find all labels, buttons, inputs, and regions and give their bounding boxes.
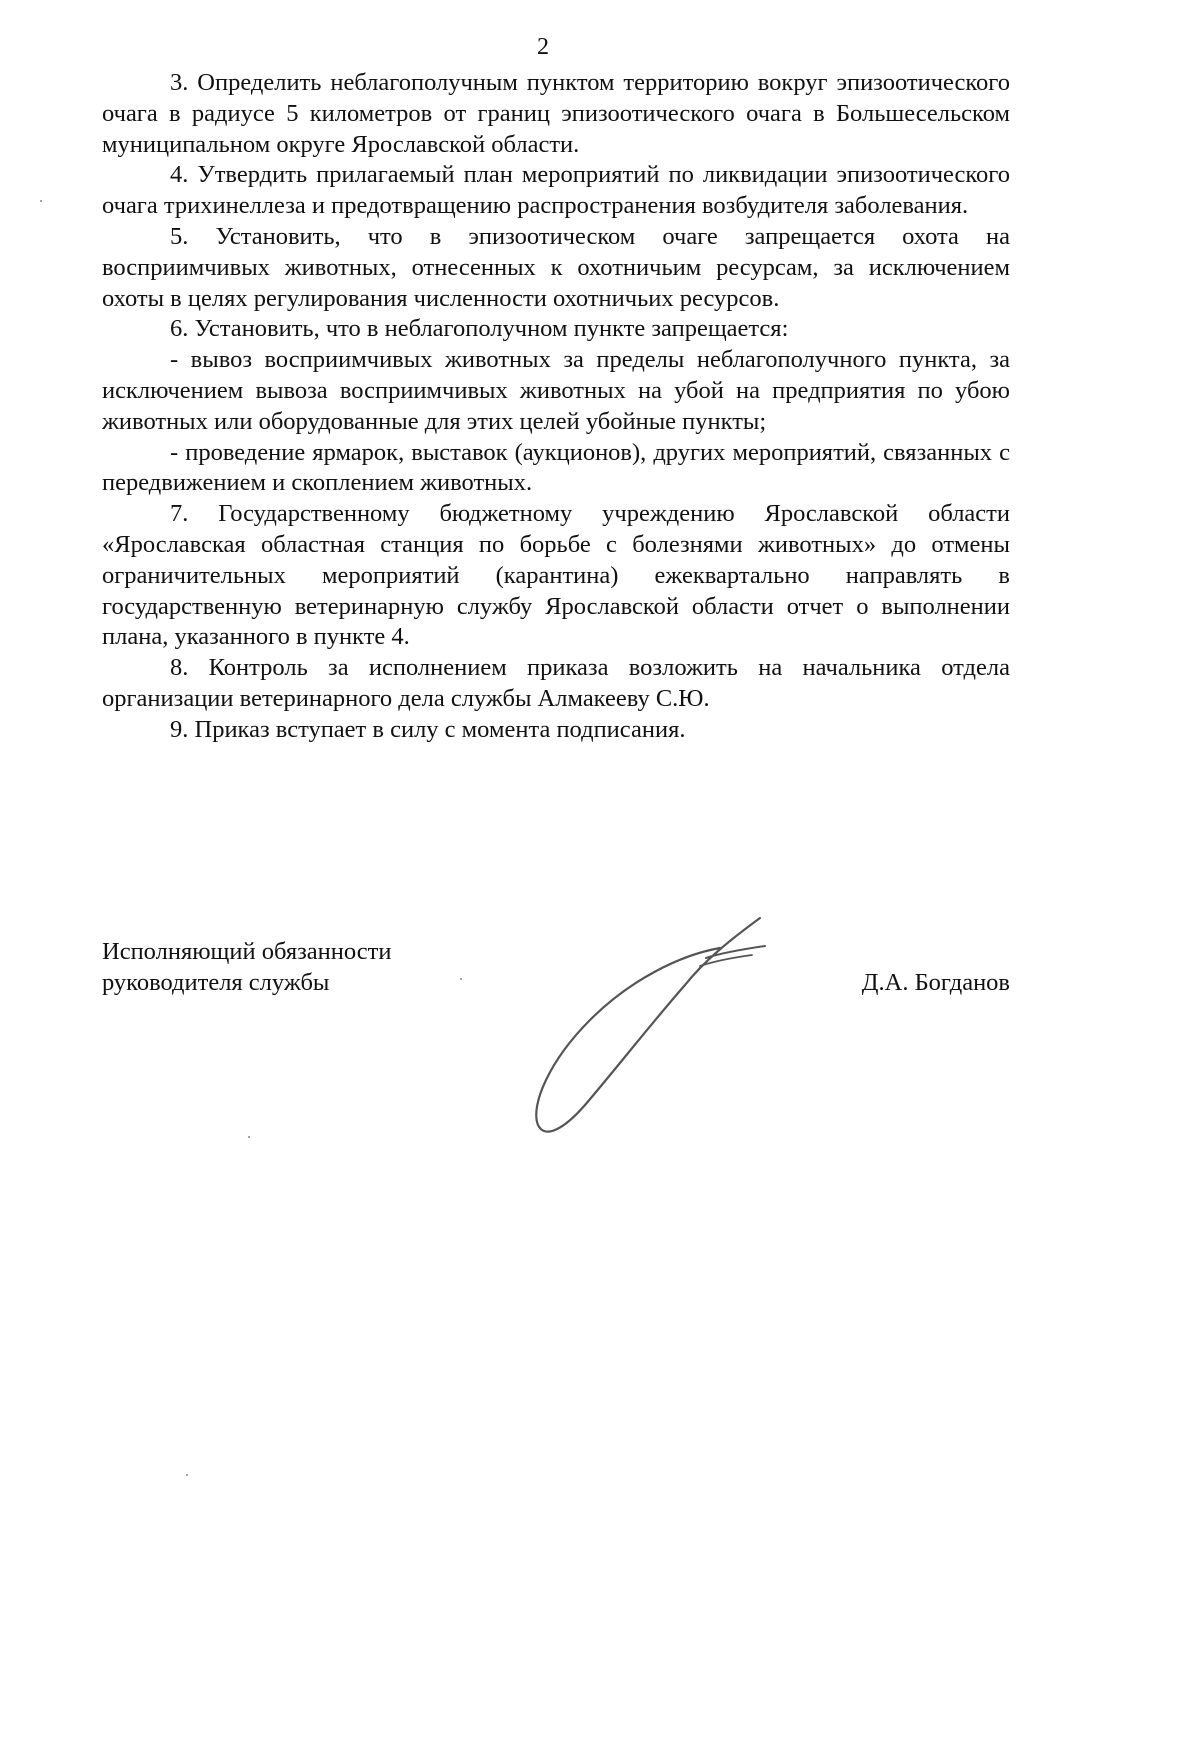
scan-speck xyxy=(40,200,42,202)
paragraph-item-4: 4. Утвердить прилагаемый план мероприятий по ликвидации эпизоотического очага трихинеллеза и предотвращению распространения возбудителя заболевания. xyxy=(102,161,1010,220)
signatory-title xyxy=(102,936,391,998)
signatory-name: Д.А. Богданов xyxy=(861,969,1010,996)
paragraph-item-6-sub-1: - вывоз восприимчивых животных за пределы неблагополучного пункта, за исключением вывоза восприимчивых животных на убой на предприятия по убою животных или оборудованные для этих целей убойные пункты; xyxy=(102,346,1010,435)
scan-speck xyxy=(248,1136,250,1138)
paragraph-item-6: 6. Установить, что в неблагополучном пункте запрещается: xyxy=(170,315,789,343)
document-body xyxy=(102,68,1010,746)
paragraph-item-8: 8. Контроль за исполнением приказа возложить на начальника отдела организации ветеринарного дела службы Алмакееву С.Ю. xyxy=(102,654,1010,712)
paragraph-item-5: 5. Установить, что в эпизоотическом очаге запрещается охота на восприимчивых животных, отнесенных к охотничьим ресурсам, за исключением охоты в целях регулирования численности охотничьих ресурсов. xyxy=(102,222,1010,312)
paragraph-item-9: 9. Приказ вступает в силу с момента подписания. xyxy=(170,715,686,743)
paragraph-item-7: 7. Государственному бюджетному учреждению Ярославской области «Ярославская областная станция по борьбе с болезнями животных» до отмены ограничительных мероприятий (карантина) ежеквартально направлять в государственную ветеринарную службу Ярославской области отчет о выполнении плана, указанного в пункте 4. xyxy=(102,500,1010,651)
page-number: 2 xyxy=(537,34,549,60)
scan-speck xyxy=(186,1474,188,1476)
signatory-title-line-1: Исполняющий обязанности xyxy=(102,938,392,965)
paragraph-item-3: 3. Определить неблагополучным пунктом территорию вокруг эпизоотического очага в радиусе 5 километров от границ эпизоотического очага в Большесельском муниципальном округе Ярославской области. xyxy=(102,69,1010,158)
signatory-title-line-2: руководителя службы xyxy=(102,969,330,996)
scan-speck xyxy=(460,978,462,980)
paragraph-item-6-sub-2: - проведение ярмарок, выставок (аукционов), других мероприятий, связанных с передвижением и скоплением животных. xyxy=(102,438,1010,497)
handwritten-signature xyxy=(520,900,780,1150)
